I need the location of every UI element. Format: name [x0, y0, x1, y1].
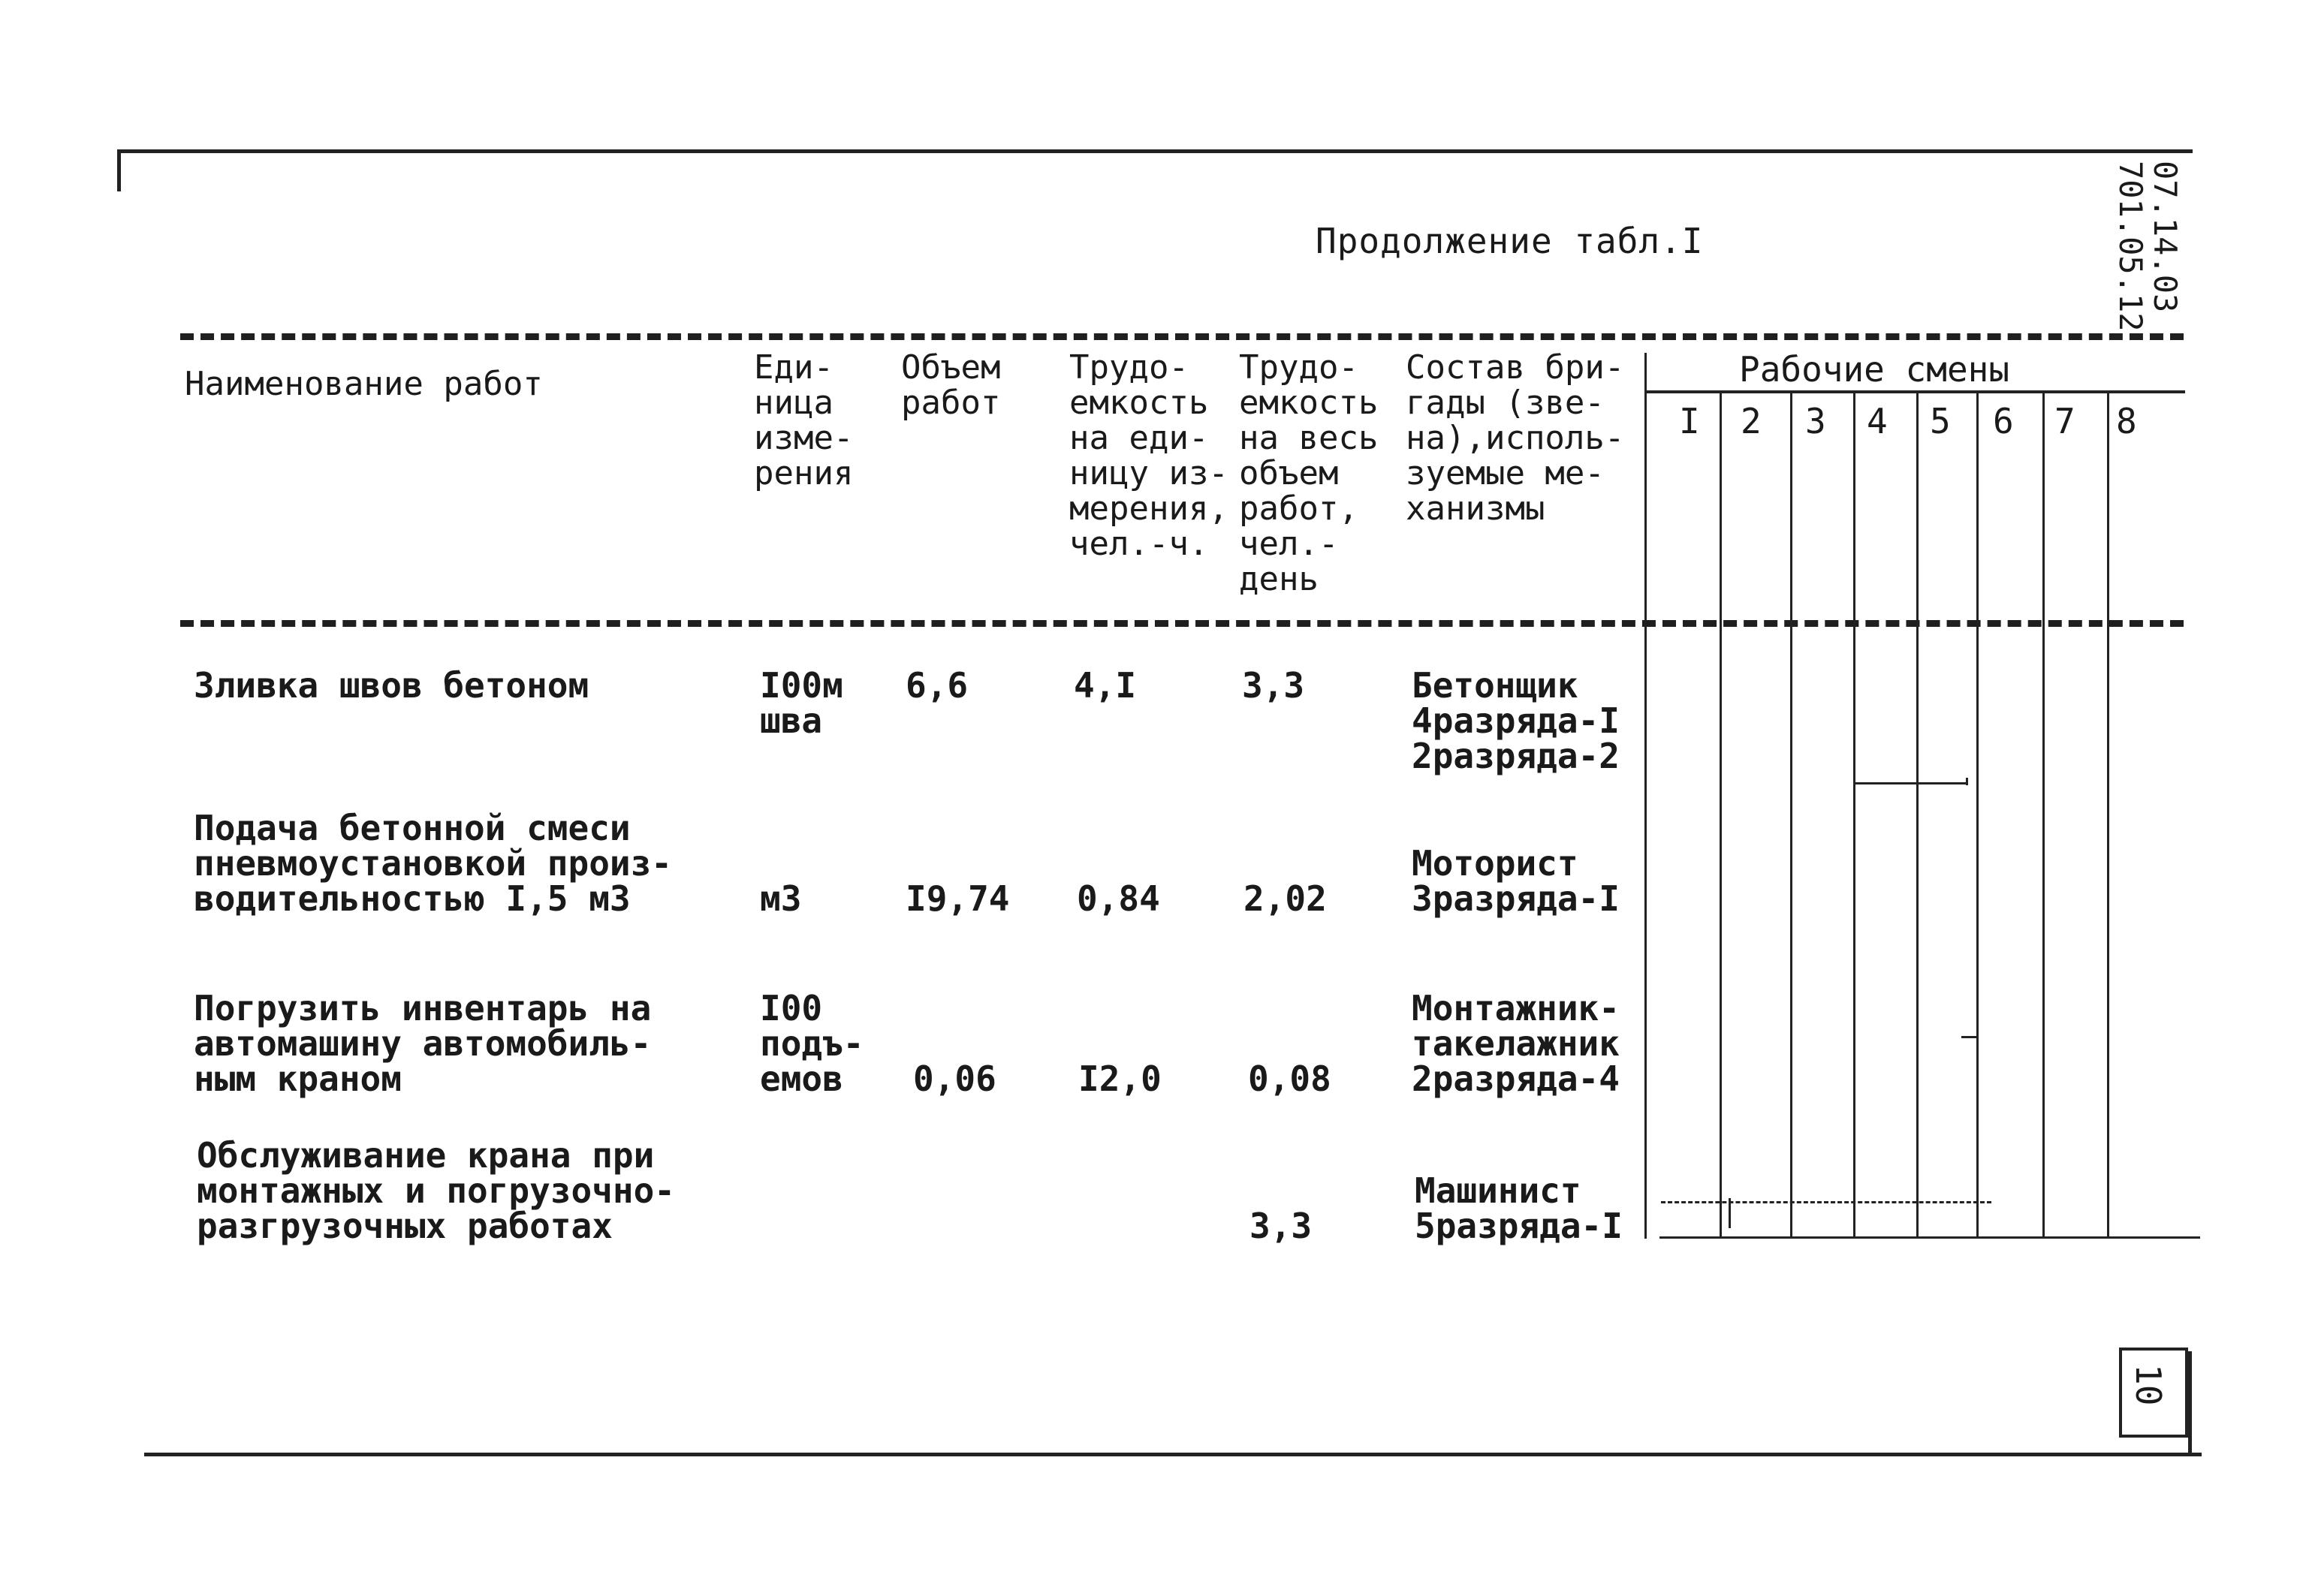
row-3-unit: I00 подъ- емов: [760, 988, 864, 1099]
stamp-line-1: 07.14.03: [2147, 161, 2184, 313]
frame-left: [117, 149, 121, 191]
gantt-bottom-line: [1659, 1236, 2200, 1239]
gantt-bar-row-1: [1855, 782, 1967, 784]
gantt-line-2: [1790, 393, 1792, 1239]
shift-8-label: 8: [2116, 401, 2137, 441]
header-labor-unit: Трудо- емкость на еди- ницу из- мерения, чел.-ч.: [1069, 348, 1228, 563]
gantt-line-3: [1853, 393, 1855, 1239]
row-3-name: Погрузить инвентарь на автомашину автомобиль- ным краном: [194, 988, 652, 1099]
header-bottom-rule: [180, 620, 2184, 627]
header-shifts-title: Рабочие смены: [1739, 349, 2010, 390]
shift-2-label: 2: [1741, 401, 1762, 441]
gantt-line-1: [1720, 393, 1722, 1239]
shift-4-label: 4: [1867, 401, 1888, 441]
page-number: 10: [2128, 1364, 2169, 1406]
gantt-dash-row-4-start: [1729, 1198, 1731, 1228]
frame-top: [117, 149, 2193, 153]
continuation-title: Продолжение табл.I: [1316, 221, 1704, 261]
row-1-labor-unit: 4,I: [1074, 665, 1137, 706]
row-1-name: Зливка швов бетоном: [194, 665, 589, 706]
gantt-bar-row-3: [1961, 1036, 1978, 1038]
row-2-crew: Моторист 3разряда-I: [1412, 843, 1620, 919]
shift-5-label: 5: [1930, 401, 1951, 441]
row-4-labor-total: 3,3: [1249, 1206, 1313, 1246]
row-2-unit: м3: [760, 878, 802, 919]
header-crew: Состав бри- гады (зве- на),исполь- зуемые ме- ханизмы: [1406, 348, 1625, 528]
row-2-labor-unit: 0,84: [1077, 878, 1160, 919]
header-unit: Еди- ница изме- рения: [754, 348, 854, 492]
row-1-volume: 6,6: [906, 665, 969, 706]
gantt-dash-row-4: [1661, 1201, 1991, 1203]
row-2-name: Подача бетонной смеси пневмоустановкой произ- водительностью I,5 м3: [194, 808, 672, 919]
gantt-line-5: [1976, 393, 1979, 1239]
header-labor-total: Трудо- емкость на весь объем работ, чел.- день: [1239, 348, 1379, 598]
shift-7-label: 7: [2054, 401, 2075, 441]
header-volume: Объем работ: [901, 348, 1001, 422]
header-top-rule: [180, 333, 2184, 340]
row-4-crew: Машинист 5разряда-I: [1415, 1170, 1623, 1246]
page-number-box: [2119, 1348, 2188, 1438]
gantt-line-4: [1916, 393, 1919, 1239]
shift-6-label: 6: [1993, 401, 2014, 441]
row-3-labor-unit: I2,0: [1078, 1058, 1162, 1099]
row-3-volume: 0,06: [913, 1058, 996, 1099]
shift-3-label: 3: [1805, 401, 1826, 441]
gantt-line-left: [1644, 353, 1647, 1239]
row-4-name: Обслуживание крана при монтажных и погрузочно- разгрузочных работах: [197, 1135, 675, 1246]
row-2-volume: I9,74: [906, 878, 1010, 919]
gantt-line-7: [2107, 393, 2109, 1239]
row-2-labor-total: 2,02: [1243, 878, 1327, 919]
frame-right: [2188, 1351, 2192, 1456]
row-1-unit: I00м шва: [760, 665, 843, 741]
stamp-line-2: 701.05.12: [2112, 161, 2149, 332]
gantt-bar-row-1-end: [1966, 778, 1968, 785]
row-3-labor-total: 0,08: [1248, 1058, 1331, 1099]
frame-bottom: [144, 1453, 2202, 1456]
gantt-line-6: [2042, 393, 2045, 1239]
header-name: Наименование работ: [185, 365, 543, 403]
shift-1-label: I: [1679, 401, 1700, 441]
side-stamp: [2110, 158, 2185, 338]
row-3-crew: Монтажник- такелажник 2разряда-4: [1412, 988, 1620, 1099]
row-1-crew: Бетонщик 4разряда-I 2разряда-2: [1412, 665, 1620, 776]
shifts-title-underline: [1644, 390, 2185, 393]
row-1-labor-total: 3,3: [1242, 665, 1305, 706]
